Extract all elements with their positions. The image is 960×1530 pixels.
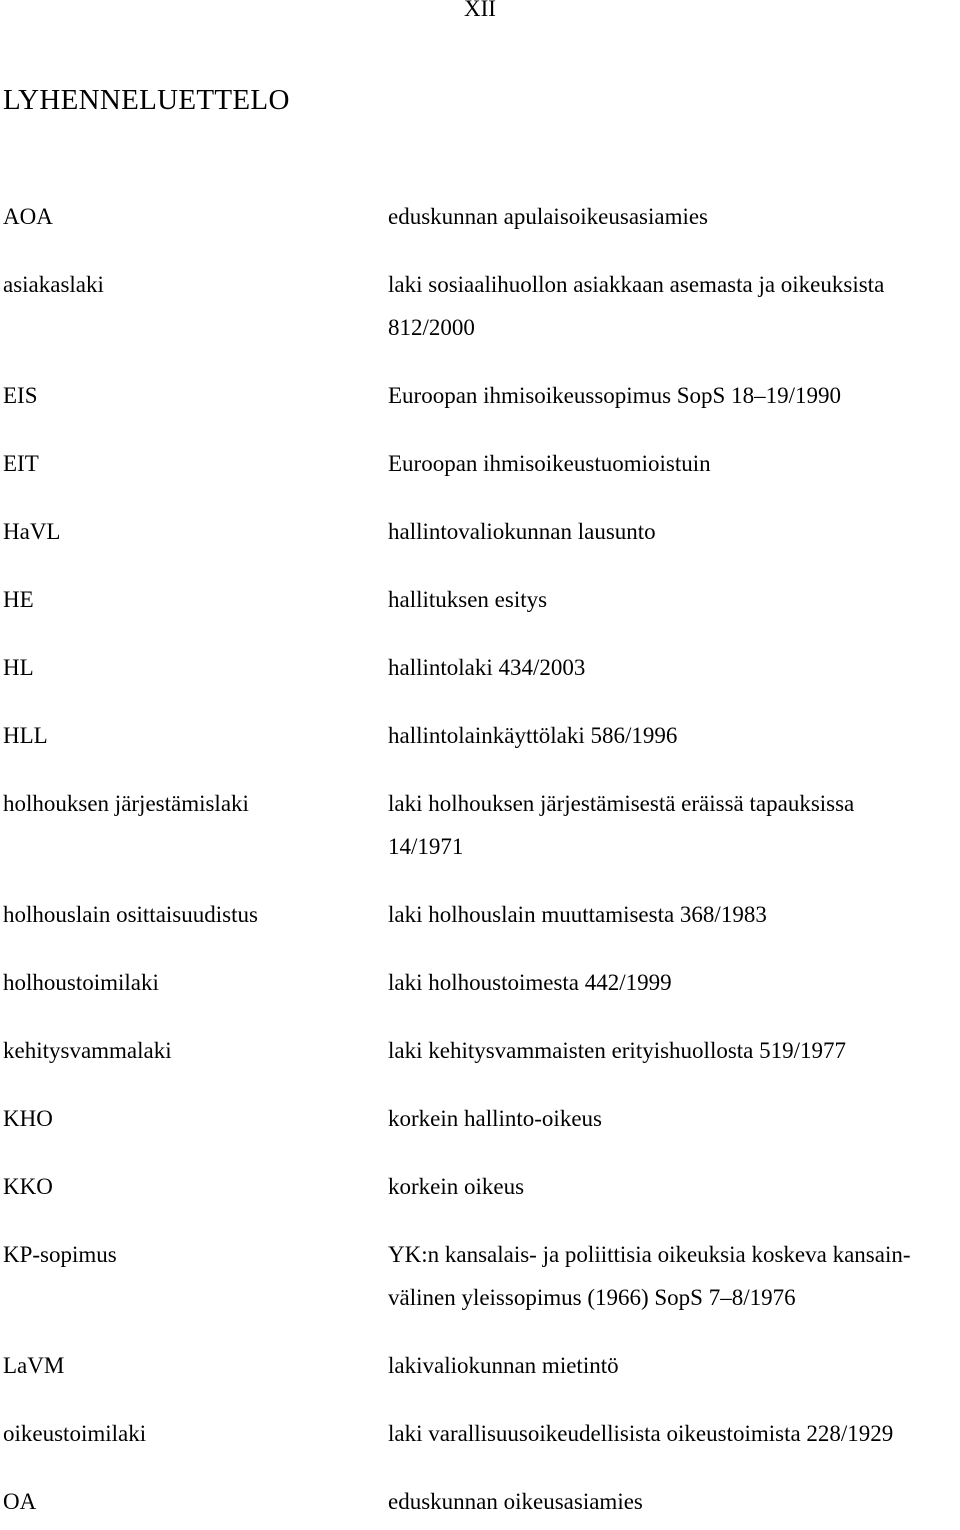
abbreviation-meaning — [388, 1487, 953, 1530]
abbreviation-term: HE — [3, 587, 34, 612]
abbreviation-term: KP-sopimus — [3, 1242, 117, 1267]
abbreviation-term: EIS — [3, 383, 38, 408]
abbreviation-term: KHO — [3, 1106, 53, 1131]
abbreviation-meaning-line: laki varallisuusoikeudellisista oikeustoimista 228/1929 — [388, 1421, 894, 1446]
abbreviation-meaning-line: eduskunnan oikeusasiamies — [388, 1489, 643, 1514]
abbreviation-term: AOA — [3, 204, 53, 229]
abbreviation-term: asiakaslaki — [3, 272, 104, 297]
page-number: XII — [464, 0, 496, 21]
abbreviation-meaning-line: lakivaliokunnan mietintö — [388, 1353, 619, 1378]
abbreviation-term: oikeustoimilaki — [3, 1421, 147, 1446]
abbreviation-term: LaVM — [3, 1353, 65, 1378]
abbreviation-meaning — [388, 1104, 953, 1147]
abbreviation-meaning-line: Euroopan ihmisoikeussopimus SopS 18–19/1990 — [388, 383, 841, 408]
page-title: LYHENNELUETTELO — [3, 84, 290, 116]
abbreviation-meaning — [388, 721, 953, 764]
abbreviation-term: kehitysvammalaki — [3, 1038, 172, 1063]
abbreviation-meaning — [388, 900, 953, 943]
abbreviation-term: HLL — [3, 723, 48, 748]
abbreviation-term: holhoustoimilaki — [3, 970, 159, 995]
abbreviation-meaning-line: hallintolainkäyttölaki 586/1996 — [388, 723, 678, 748]
abbreviation-meaning-line: eduskunnan apulaisoikeusasiamies — [388, 204, 709, 229]
abbreviation-meaning — [388, 585, 953, 628]
abbreviation-meaning-line: hallintolaki 434/2003 — [388, 655, 586, 680]
abbreviation-term: EIT — [3, 451, 39, 476]
abbreviation-meaning — [388, 517, 953, 560]
abbreviation-meaning — [388, 653, 953, 696]
abbreviation-meaning — [388, 449, 953, 492]
abbreviation-meaning-line: YK:n kansalais- ja poliittisia oikeuksia koskeva kansain- — [388, 1242, 911, 1267]
abbreviation-term: HL — [3, 655, 34, 680]
abbreviation-term: KKO — [3, 1174, 53, 1199]
abbreviation-meaning-line: laki holhoustoimesta 442/1999 — [388, 970, 672, 995]
abbreviation-meaning-line: korkein hallinto-oikeus — [388, 1106, 602, 1131]
abbreviation-meaning — [388, 789, 953, 875]
abbreviation-meaning-line: laki holhouslain muuttamisesta 368/1983 — [388, 902, 767, 927]
abbreviation-meaning-line: korkein oikeus — [388, 1174, 525, 1199]
abbreviation-term: HaVL — [3, 519, 61, 544]
abbreviation-term: holhouslain osittaisuudistus — [3, 902, 258, 927]
abbreviation-meaning-line: 812/2000 — [388, 315, 475, 340]
abbreviation-term: OA — [3, 1489, 37, 1514]
abbreviation-meaning-line: laki kehitysvammaisten erityishuollosta 519/1977 — [388, 1038, 847, 1063]
abbreviation-meaning-line: hallituksen esitys — [388, 587, 548, 612]
abbreviation-meaning-line: välinen yleissopimus (1966) SopS 7–8/1976 — [388, 1285, 796, 1310]
abbreviation-meaning-line: laki holhouksen järjestämisestä eräissä tapauksissa — [388, 791, 855, 816]
abbreviation-meaning-line: Euroopan ihmisoikeustuomioistuin — [388, 451, 711, 476]
abbreviation-meaning — [388, 381, 953, 424]
abbreviation-meaning — [388, 1351, 953, 1394]
abbreviation-meaning — [388, 270, 953, 356]
abbreviation-meaning-line: hallintovaliokunnan lausunto — [388, 519, 656, 544]
abbreviation-meaning — [388, 1172, 953, 1215]
abbreviation-meaning — [388, 1240, 953, 1326]
abbreviation-meaning — [388, 1419, 953, 1462]
abbreviation-meaning-line: laki sosiaalihuollon asiakkaan asemasta ja oikeuksista — [388, 272, 885, 297]
abbreviation-meaning — [388, 202, 953, 245]
abbreviation-meaning — [388, 968, 953, 1011]
abbreviation-meaning — [388, 1036, 953, 1079]
abbreviation-meaning-line: 14/1971 — [388, 834, 464, 859]
abbreviation-term: holhouksen järjestämislaki — [3, 791, 249, 816]
